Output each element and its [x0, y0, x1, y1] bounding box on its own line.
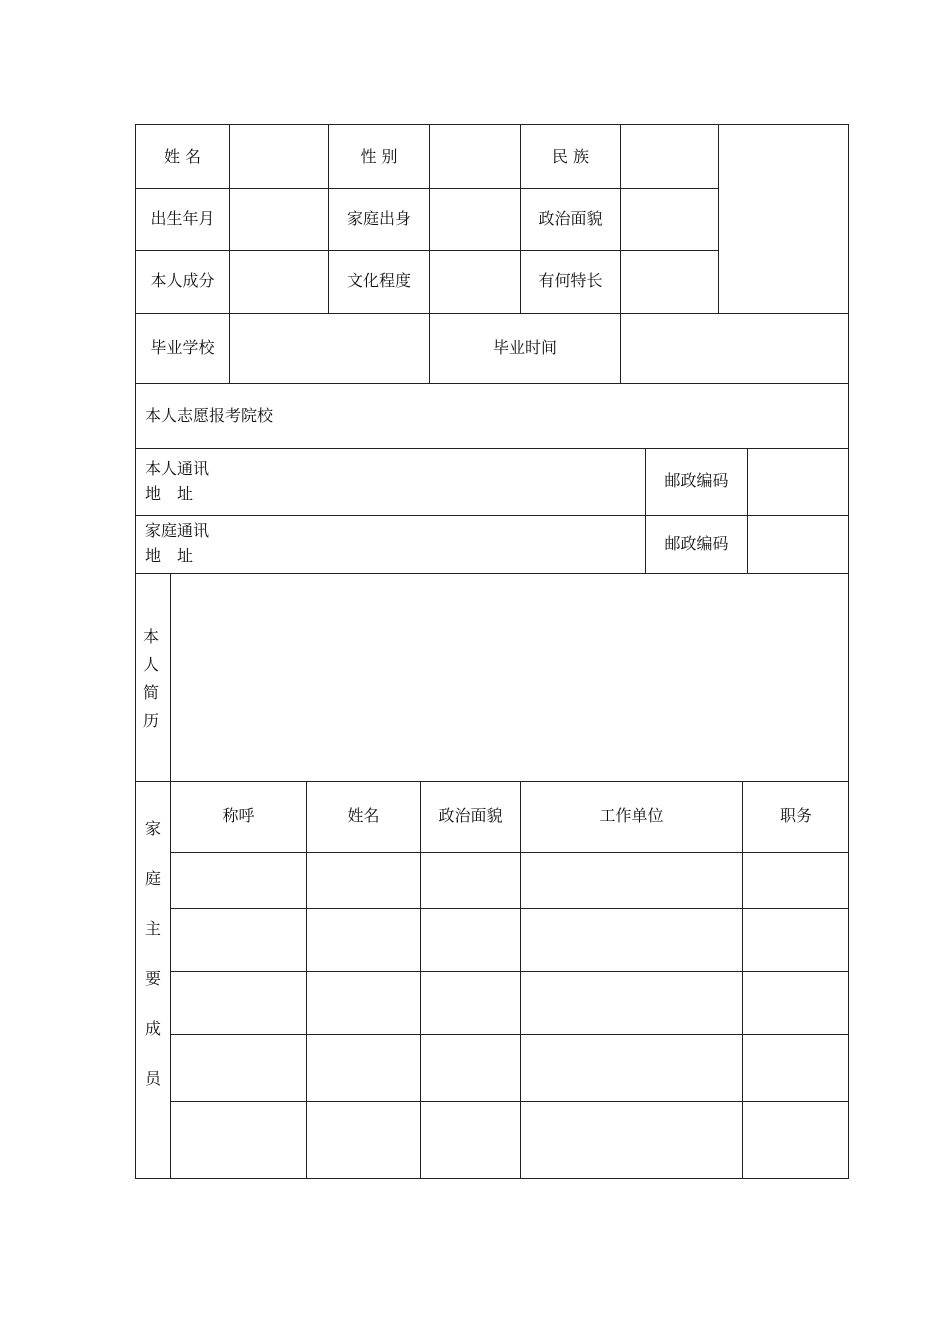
education-field[interactable]	[430, 251, 520, 313]
gender-field[interactable]	[430, 125, 520, 188]
birth-date-label: 出生年月	[150, 209, 215, 228]
position-cell[interactable]	[743, 909, 849, 971]
name-label: 姓 名	[163, 147, 202, 166]
resume-label-char: 本	[142, 627, 159, 646]
name-cell[interactable]	[307, 909, 420, 971]
personal-address-label: 本人通讯	[145, 459, 210, 478]
personal-postcode-field[interactable]	[748, 449, 849, 515]
relation-cell[interactable]	[171, 853, 306, 908]
family-address-label-2: 地 址	[145, 546, 194, 565]
column-header-workplace: 工作单位	[599, 806, 664, 825]
workplace-cell[interactable]	[521, 1035, 742, 1101]
resume-field[interactable]	[171, 574, 849, 781]
political-status-label: 政治面貌	[538, 209, 603, 228]
specialty-field[interactable]	[621, 251, 718, 313]
personal-class-label: 本人成分	[150, 271, 215, 290]
name-cell[interactable]	[307, 1035, 420, 1101]
position-cell[interactable]	[743, 972, 849, 1034]
graduation-time-field[interactable]	[621, 314, 849, 383]
column-header-political-status: 政治面貌	[438, 806, 503, 825]
resume-label-char: 历	[142, 711, 159, 730]
birth-date-field[interactable]	[230, 189, 328, 250]
political-status-cell[interactable]	[421, 853, 520, 908]
graduation-time-label: 毕业时间	[492, 338, 557, 357]
family-label-char: 成	[144, 1019, 161, 1038]
position-cell[interactable]	[743, 1035, 849, 1101]
relation-cell[interactable]	[171, 1035, 306, 1101]
family-postcode-field[interactable]	[748, 516, 849, 573]
name-cell[interactable]	[307, 1102, 420, 1178]
workplace-cell[interactable]	[521, 853, 742, 908]
personal-address-field[interactable]	[226, 449, 645, 515]
target-school-field[interactable]	[286, 384, 849, 448]
position-cell[interactable]	[743, 853, 849, 908]
resume-label-char: 简	[142, 683, 159, 702]
political-status-cell[interactable]	[421, 1102, 520, 1178]
political-status-cell[interactable]	[421, 972, 520, 1034]
family-postcode-label: 邮政编码	[664, 534, 729, 553]
ethnicity-field[interactable]	[621, 125, 718, 188]
workplace-cell[interactable]	[521, 1102, 742, 1178]
personal-postcode-label: 邮政编码	[664, 471, 729, 490]
ethnicity-label: 民 族	[551, 147, 590, 166]
target-school-label: 本人志愿报考院校	[145, 406, 274, 425]
relation-cell[interactable]	[171, 1102, 306, 1178]
column-header-relation: 称呼	[222, 806, 255, 825]
family-address-label: 家庭通讯	[145, 521, 210, 540]
workplace-cell[interactable]	[521, 909, 742, 971]
column-header-position: 职务	[779, 806, 812, 825]
photo-box[interactable]	[719, 125, 849, 313]
family-label-char: 员	[144, 1069, 161, 1088]
relation-cell[interactable]	[171, 972, 306, 1034]
name-cell[interactable]	[307, 972, 420, 1034]
name-cell[interactable]	[307, 853, 420, 908]
column-header-name: 姓名	[347, 806, 380, 825]
family-label-char: 庭	[144, 869, 161, 888]
registration-form	[135, 124, 849, 1179]
school-field[interactable]	[230, 314, 429, 383]
family-address-field[interactable]	[226, 516, 645, 573]
personal-class-field[interactable]	[230, 251, 328, 313]
name-field[interactable]	[230, 125, 328, 188]
political-status-cell[interactable]	[421, 909, 520, 971]
political-status-field[interactable]	[621, 189, 718, 250]
school-label: 毕业学校	[150, 338, 215, 357]
workplace-cell[interactable]	[521, 972, 742, 1034]
resume-label-char: 人	[142, 655, 159, 674]
family-label-char: 家	[144, 819, 161, 838]
specialty-label: 有何特长	[538, 271, 603, 290]
family-label-char: 主	[144, 919, 161, 938]
family-origin-label: 家庭出身	[346, 209, 411, 228]
relation-cell[interactable]	[171, 909, 306, 971]
family-origin-field[interactable]	[430, 189, 520, 250]
gender-label: 性 别	[360, 147, 398, 166]
education-label: 文化程度	[346, 271, 411, 290]
position-cell[interactable]	[743, 1102, 849, 1178]
family-label-char: 要	[144, 969, 161, 988]
political-status-cell[interactable]	[421, 1035, 520, 1101]
personal-address-label-2: 地 址	[145, 484, 194, 503]
